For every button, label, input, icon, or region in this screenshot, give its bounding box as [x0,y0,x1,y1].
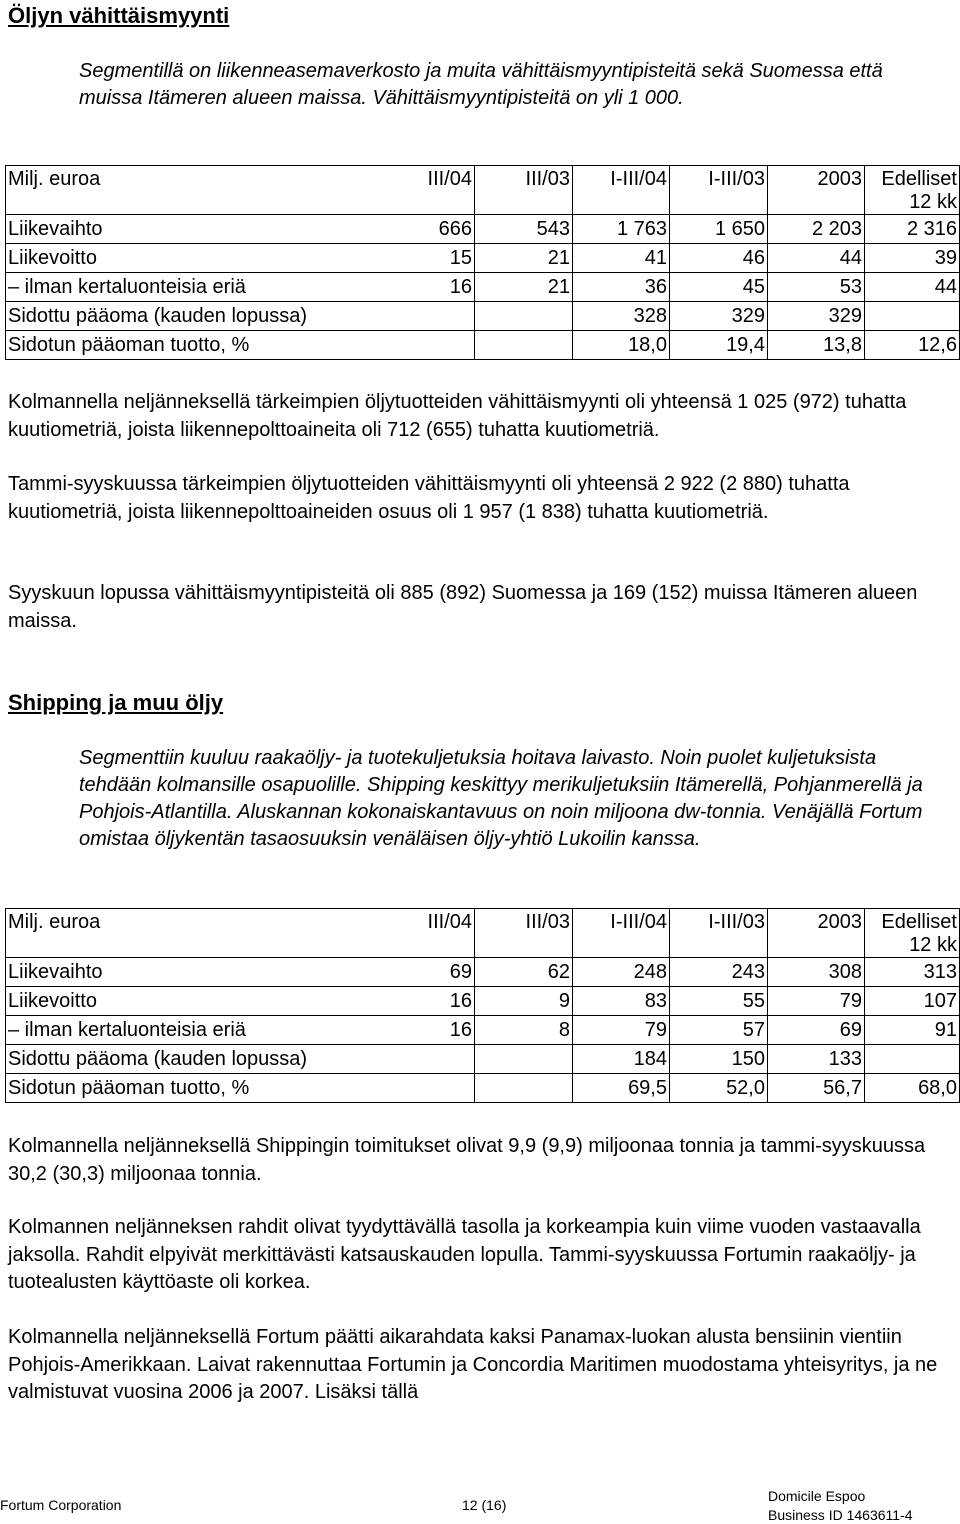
section-intro: Segmentillä on liikenneasemaverkosto ja muita vähittäismyyntipisteitä sekä Suomessa että muissa Itämeren alueen maissa. Vähittäismyyntipisteitä on yli 1 000. [79,60,883,109]
financial-table [5,165,960,360]
table-cell: 107 [865,987,960,1016]
table-cell: 133 [768,1045,865,1074]
table-cell: 13,8 [768,331,865,360]
column-header: 2003 [768,166,865,215]
table-cell: 18,0 [573,331,670,360]
table-cell: 543 [475,215,573,244]
table-cell: 328 [573,302,670,331]
body-paragraph: Tammi-syyskuussa tärkeimpien öljytuotteiden vähittäismyynti oli yhteensä 2 922 (2 880) tuhatta kuutiometriä, joista liikennepolttoaineiden osuus oli 1 957 (1 838) tuhatta kuutiometriä. [8,473,850,523]
table-cell: 308 [768,958,865,987]
section-heading: Öljyn vähittäismyynti [8,3,230,28]
table-cell: 248 [573,958,670,987]
table-cell: 45 [670,273,768,302]
column-header: I-III/03 [670,909,768,958]
table-cell [278,331,475,360]
table-cell [475,302,573,331]
table-row [6,302,960,331]
table-cell: 12,6 [865,331,960,360]
column-header: Edelliset 12 kk [865,166,960,215]
footer-company: Fortum Corporation [0,1497,122,1513]
column-header: Edelliset 12 kk [865,909,960,958]
table-cell: 16 [278,987,475,1016]
table-cell: 150 [670,1045,768,1074]
row-label: – ilman kertaluonteisia eriä [6,273,278,302]
column-header: III/04 [278,166,475,215]
column-header: III/04 [278,909,475,958]
table-cell: 69 [278,958,475,987]
table-cell [475,1074,573,1103]
table-cell: 329 [670,302,768,331]
table-cell: 16 [278,273,475,302]
table-cell [278,1045,475,1074]
table-cell: 313 [865,958,960,987]
section-intro: Segmenttiin kuuluu raakaöljy- ja tuotekuljetuksia hoitava laivasto. Noin puolet kuljetuksista tehdään kolmansille osapuolille. Shipping keskittyy merikuljetuksiin Itämerellä, Pohjanmerellä ja Pohjois-Atlantilla. Aluskannan kokonaiskantavuus on noin miljoona dw-tonnia. Venäjällä Fortum omistaa öljykentän tasaosuuksin venäläisen öljy-yhtiö Lukoilin kanssa. [79,747,923,850]
table-cell: 68,0 [865,1074,960,1103]
section-heading: Shipping ja muu öljy [8,690,224,715]
column-header: I-III/04 [573,166,670,215]
table-cell: 62 [475,958,573,987]
table-cell: 79 [768,987,865,1016]
table-header-row [6,909,960,958]
table-row [6,1074,960,1103]
table-unit-label: Milj. euroa [6,166,278,215]
table-cell: 53 [768,273,865,302]
table-cell: 1 650 [670,215,768,244]
column-header: 2003 [768,909,865,958]
row-label: Liikevaihto [6,958,278,987]
table-cell: 9 [475,987,573,1016]
table-row [6,273,960,302]
table-cell: 15 [278,244,475,273]
table-cell [865,1045,960,1074]
table-cell: 57 [670,1016,768,1045]
table-cell: 56,7 [768,1074,865,1103]
table-cell: 16 [278,1016,475,1045]
body-paragraph: Syyskuun lopussa vähittäismyyntipisteitä oli 885 (892) Suomessa ja 169 (152) muissa Itämeren alueen maissa. [8,582,918,632]
footer-business-id: Business ID 1463611-4 [768,1507,913,1523]
footer-domicile: Domicile Espoo [768,1488,866,1504]
table-cell: 243 [670,958,768,987]
table-row [6,331,960,360]
body-paragraph: Kolmannella neljänneksellä tärkeimpien öljytuotteiden vähittäismyynti oli yhteensä 1 025 (972) tuhatta kuutiometriä, joista liikennepolttoaineita oli 712 (655) tuhatta kuutiometriä. [8,391,907,441]
column-header: III/03 [475,909,573,958]
table-cell: 666 [278,215,475,244]
table-cell: 2 203 [768,215,865,244]
table-cell: 52,0 [670,1074,768,1103]
column-header: I-III/04 [573,909,670,958]
table-cell [278,1074,475,1103]
row-label: Sidotun pääoman tuotto, % [6,1074,278,1103]
table-row [6,958,960,987]
table-cell [475,1045,573,1074]
table-cell: 184 [573,1045,670,1074]
table-cell: 39 [865,244,960,273]
row-label: Sidottu pääoma (kauden lopussa) [6,1045,278,1074]
table-header-row [6,166,960,215]
row-label: Sidottu pääoma (kauden lopussa) [6,302,278,331]
table-cell: 1 763 [573,215,670,244]
body-paragraph: Kolmannella neljänneksellä Fortum päätti aikarahdata kaksi Panamax-luokan alusta bensiinin vientiin Pohjois-Amerikkaan. Laivat rakennuttaa Fortumin ja Concordia Maritimen muodostama yhteisyritys, ja ne valmistuvat vuosina 2006 ja 2007. Lisäksi tällä [8,1326,938,1403]
table-cell: 44 [768,244,865,273]
table-cell: 44 [865,273,960,302]
table-cell: 2 316 [865,215,960,244]
row-label: Liikevoitto [6,987,278,1016]
table-cell [278,302,475,331]
row-label: – ilman kertaluonteisia eriä [6,1016,278,1045]
table-cell: 19,4 [670,331,768,360]
table-cell: 69,5 [573,1074,670,1103]
table-row [6,215,960,244]
table-cell: 8 [475,1016,573,1045]
table-row [6,1045,960,1074]
column-header: III/03 [475,166,573,215]
table-cell: 79 [573,1016,670,1045]
column-header: I-III/03 [670,166,768,215]
table-unit-label: Milj. euroa [6,909,278,958]
table-cell: 36 [573,273,670,302]
financial-table [5,908,960,1103]
table-cell: 91 [865,1016,960,1045]
body-paragraph: Kolmannella neljänneksellä Shippingin toimitukset olivat 9,9 (9,9) miljoonaa tonnia ja tammi-syyskuussa 30,2 (30,3) miljoonaa tonnia. [8,1135,926,1185]
table-cell: 83 [573,987,670,1016]
table-row [6,987,960,1016]
body-paragraph: Kolmannen neljänneksen rahdit olivat tyydyttävällä tasolla ja korkeampia kuin viime vuoden vastaavalla jaksolla. Rahdit elpyivät merkittävästi katsauskauden lopulla. Tammi-syyskuussa Fortumin raakaöljy- ja tuotealusten käyttöaste oli korkea. [8,1216,921,1293]
table-cell: 21 [475,244,573,273]
row-label: Liikevoitto [6,244,278,273]
row-label: Liikevaihto [6,215,278,244]
table-cell: 55 [670,987,768,1016]
footer-page-number: 12 (16) [462,1497,507,1513]
table-cell: 69 [768,1016,865,1045]
table-row [6,244,960,273]
table-cell: 46 [670,244,768,273]
table-cell: 41 [573,244,670,273]
table-cell: 21 [475,273,573,302]
row-label: Sidotun pääoman tuotto, % [6,331,278,360]
table-row [6,1016,960,1045]
table-cell: 329 [768,302,865,331]
table-cell [865,302,960,331]
table-cell [475,331,573,360]
